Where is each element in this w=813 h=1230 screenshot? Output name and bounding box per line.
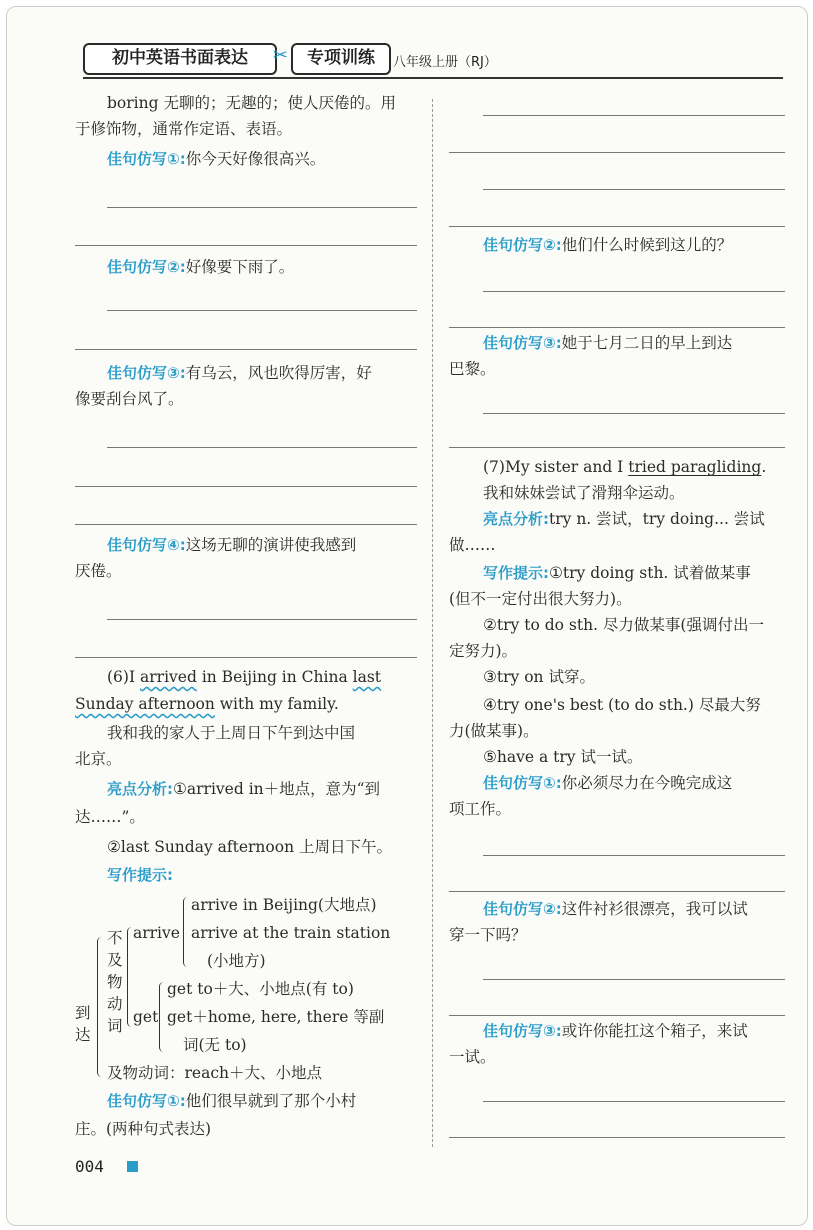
practice-4-cont: 厌倦。 <box>75 562 122 580</box>
practice-4 <box>107 535 356 555</box>
sentence-6-cn-cont: 北京。 <box>75 750 122 768</box>
answer-line[interactable] <box>75 657 417 658</box>
analysis-6-cont: 达……”。 <box>75 808 145 826</box>
tips-7: 写作提示:①try doing sth. 试着做某事 <box>483 564 751 582</box>
answer-line[interactable] <box>107 207 417 208</box>
analysis-label: 亮点分析: <box>107 780 173 798</box>
practice-text: 好像要下雨了。 <box>185 258 295 276</box>
answer-line[interactable] <box>483 1101 785 1102</box>
answer-line[interactable] <box>449 447 785 448</box>
practice-text: 或许你能扛这个箱子，来试 <box>561 1022 748 1040</box>
practice-label: 佳句仿写③: <box>483 1022 562 1040</box>
title-sub: 专项训练 <box>307 48 375 68</box>
answer-line[interactable] <box>449 226 785 227</box>
tree-get-2b: 词(无 to) <box>183 1036 247 1054</box>
analysis-6-b: ②last Sunday afternoon 上周日下午。 <box>107 838 392 856</box>
tree-vi-char: 物 <box>107 973 123 991</box>
practice-r-2 <box>483 899 748 919</box>
answer-line[interactable] <box>483 979 785 980</box>
practice-label: 佳句仿写③: <box>107 364 186 382</box>
practice-r-1 <box>483 773 732 793</box>
sentence-6-cont: Sunday afternoon with my family. <box>75 695 339 713</box>
practice-text: 她于七月二日的早上到达 <box>561 334 733 352</box>
title-main-box <box>83 43 277 75</box>
header-rule <box>83 77 783 79</box>
grade-label: 八年级上册（RJ） <box>393 55 497 70</box>
answer-line[interactable] <box>449 1015 785 1016</box>
answer-line[interactable] <box>107 619 417 620</box>
answer-line[interactable] <box>483 115 785 116</box>
answer-line[interactable] <box>75 524 417 525</box>
practice-r-1-cont: 项工作。 <box>449 800 512 818</box>
answer-line[interactable] <box>483 189 785 190</box>
practice-label: 佳句仿写①: <box>107 150 186 168</box>
answer-line[interactable] <box>483 413 785 414</box>
tip-5: ⑤have a try 试一试。 <box>483 748 643 766</box>
practice-5-cont: 庄。(两种句式表达) <box>75 1120 212 1138</box>
tree-root: 到 达 <box>75 1004 91 1044</box>
practice-text: 你今天好像很高兴。 <box>185 150 326 168</box>
tree-vi <box>107 927 123 1037</box>
tip-4b: 力(做某事)。 <box>449 722 539 740</box>
sentence-7: (7)My sister and I tried paragliding. <box>483 458 767 476</box>
scissors-icon: ✂ <box>273 45 289 66</box>
answer-line[interactable] <box>449 1137 785 1138</box>
practice-r3-cont: 巴黎。 <box>449 360 496 378</box>
analysis-7-cont: 做…… <box>449 536 496 554</box>
tree-arrive-1: arrive in Beijing(大地点) <box>191 896 377 914</box>
practice-label: 佳句仿写①: <box>107 1092 186 1110</box>
answer-line[interactable] <box>449 152 785 153</box>
practice-label: 佳句仿写③: <box>483 334 562 352</box>
practice-3 <box>107 363 372 383</box>
answer-line[interactable] <box>75 245 417 246</box>
practice-label: 佳句仿写②: <box>107 258 186 276</box>
tree-vi-char: 词 <box>107 1017 123 1035</box>
workbook-page <box>6 6 808 1226</box>
answer-line[interactable] <box>107 310 417 311</box>
tree-brace-root <box>97 937 106 1077</box>
tips-6 <box>107 865 173 885</box>
title-sub-box <box>291 43 391 75</box>
answer-line[interactable] <box>107 447 417 448</box>
answer-line[interactable] <box>449 327 785 328</box>
boring-def-line2: 于修饰物，通常作定语、表语。 <box>75 120 293 138</box>
tree-arrive-2b: (小地方) <box>207 952 266 970</box>
tip-3: ③try on 试穿。 <box>483 668 595 686</box>
practice-label: 佳句仿写②: <box>483 900 562 918</box>
practice-text: 他们什么时候到这儿的？ <box>561 236 733 254</box>
answer-line[interactable] <box>75 349 417 350</box>
tree-vi-char: 动 <box>107 995 123 1013</box>
practice-text: 这场无聊的演讲使我感到 <box>185 536 357 554</box>
page-marker-square <box>127 1161 138 1172</box>
sentence-6: (6)I arrived in Beijing in China last <box>107 668 382 686</box>
practice-1 <box>107 149 325 169</box>
analysis-7: 亮点分析:try n. 尝试，try doing... 尝试 <box>483 510 765 528</box>
sentence-7-cn: 我和妹妹尝试了滑翔伞运动。 <box>483 484 685 502</box>
practice-label: 佳句仿写④: <box>107 536 186 554</box>
tree-get-1: get to＋大、小地点(有 to) <box>167 980 354 998</box>
practice-label: 佳句仿写②: <box>483 236 562 254</box>
boring-def-line1: boring 无聊的；无趣的；使人厌倦的。用 <box>107 94 396 112</box>
tips-label: 写作提示: <box>107 866 173 884</box>
tree-get-2: get＋home, here, there 等副 <box>167 1008 385 1026</box>
practice-r2 <box>483 235 732 255</box>
practice-3-cont: 像要刮台风了。 <box>75 390 184 408</box>
practice-label: 佳句仿写①: <box>483 774 562 792</box>
answer-line[interactable] <box>75 486 417 487</box>
practice-r-3 <box>483 1021 748 1041</box>
tip-4: ④try one's best (to do sth.) 尽最大努 <box>483 696 761 714</box>
practice-2 <box>107 257 294 277</box>
analysis-6: 亮点分析:①arrived in＋地点，意为“到 <box>107 780 381 798</box>
tree-arrive-2: arrive at the train station <box>191 924 391 942</box>
tree-vi-char: 及 <box>107 951 123 969</box>
analysis-label: 亮点分析: <box>483 510 549 528</box>
page-number: 004 <box>75 1157 104 1176</box>
practice-text: 有乌云，风也吹得厉害，好 <box>185 364 372 382</box>
tip-2: ②try to do sth. 尽力做某事(强调付出一 <box>483 616 764 634</box>
tree-get: get <box>133 1008 159 1026</box>
practice-text: 你必须尽力在今晚完成这 <box>561 774 733 792</box>
title-main: 初中英语书面表达 <box>112 48 248 68</box>
column-divider <box>432 99 433 1147</box>
tips-label: 写作提示: <box>483 564 549 582</box>
tree-arrive: arrive <box>133 924 180 942</box>
tree-vt: 及物动词：reach＋大、小地点 <box>107 1064 322 1082</box>
practice-5 <box>107 1091 356 1111</box>
tip-2b: 定努力)。 <box>449 642 518 660</box>
answer-line[interactable] <box>483 291 785 292</box>
tree-vi-char: 不 <box>107 929 123 947</box>
answer-line[interactable] <box>449 891 785 892</box>
practice-text: 这件衬衫很漂亮，我可以试 <box>561 900 748 918</box>
sentence-6-cn: 我和我的家人于上周日下午到达中国 <box>107 724 356 742</box>
answer-line[interactable] <box>483 855 785 856</box>
practice-r3 <box>483 333 732 353</box>
practice-text: 他们很早就到了那个小村 <box>185 1092 357 1110</box>
tip-1b: (但不一定付出很大努力)。 <box>449 590 632 608</box>
practice-r-2-cont: 穿一下吗？ <box>449 926 527 944</box>
practice-r-3-cont: 一试。 <box>449 1048 496 1066</box>
